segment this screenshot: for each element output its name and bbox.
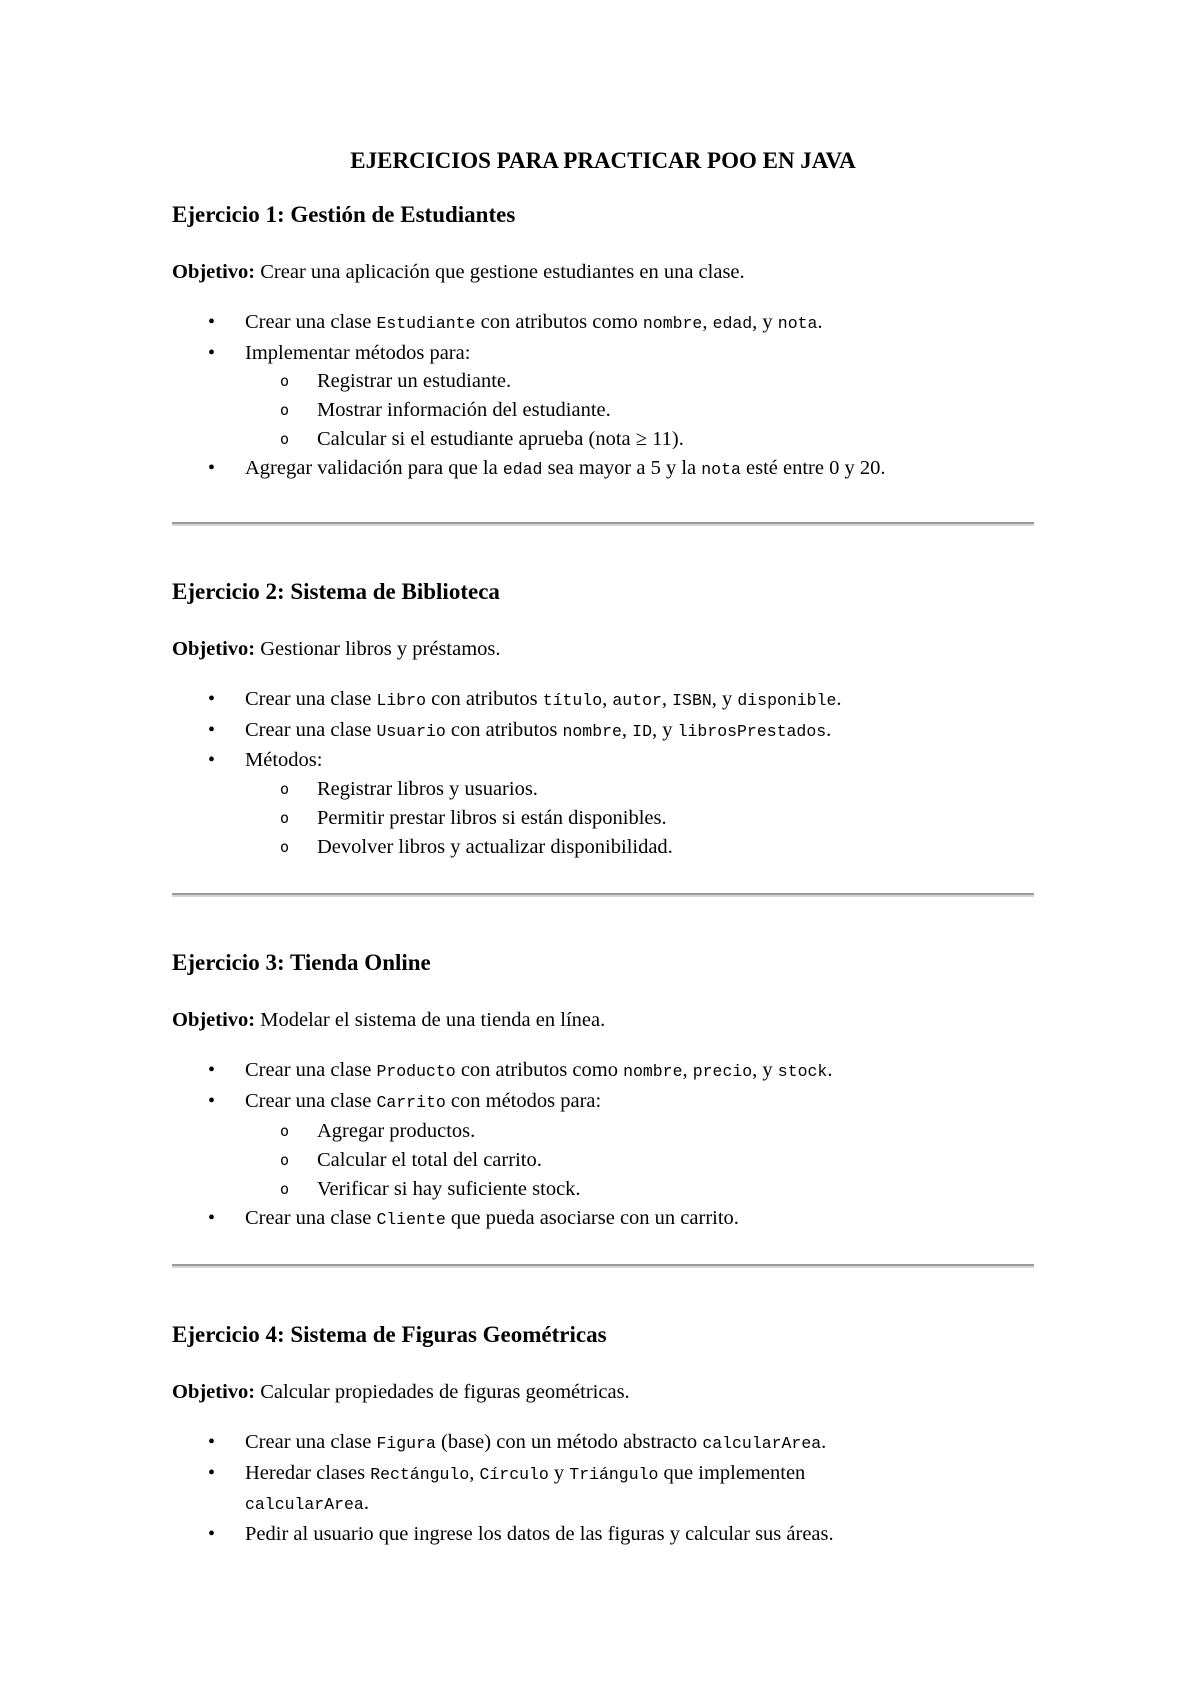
objective-label: Objetivo: [172,638,256,660]
exercise-title: Ejercicio 1: Gestión de Estudiantes [172,202,516,227]
bullet-list [172,308,1034,484]
exercise-1 [172,200,1034,479]
sub-list-item: o Mostrar información del estudiante. [172,396,1034,425]
sub-list-item: o Registrar libros y usuarios. [172,775,1034,804]
sub-list-item: o Calcular el total del carrito. [172,1146,1034,1175]
objective [172,1006,605,1034]
sub-list-item: o Verificar si hay suficiente stock. [172,1175,1034,1204]
objective-text: Gestionar libros y préstamos. [255,638,501,660]
list-item: • Pedir al usuario que ingrese los datos de las figuras y calcular sus áreas. [172,1520,1034,1549]
objective-text: Calcular propiedades de figuras geométricas. [255,1381,630,1403]
list-item: • Crear una clase Producto con atributos como nombre, precio, y stock. [172,1056,1034,1087]
sub-list-item: o Permitir prestar libros si están disponibles. [172,804,1034,833]
list-item: • Agregar validación para que la edad sea mayor a 5 y la nota esté entre 0 y 20. [172,454,1034,485]
bullet-list [172,685,1034,861]
horizontal-rule [172,1264,1034,1268]
exercise-title: Ejercicio 4: Sistema de Figuras Geométricas [172,1322,607,1347]
list-item: • Heredar clases Rectángulo, Círculo y Triángulo que implementen calcularArea. [172,1459,1034,1520]
objective-label: Objetivo: [172,1381,256,1403]
sub-list [245,367,1034,453]
bullet-list [172,1428,1034,1549]
list-item: • Crear una clase Estudiante con atributos como nombre, edad, y nota. [172,308,1034,339]
list-item: • Crear una clase Cliente que pueda asociarse con un carrito. [172,1204,1034,1235]
list-item: • Crear una clase Usuario con atributos nombre, ID, y librosPrestados. [172,716,1034,747]
objective-label: Objetivo: [172,1009,256,1031]
list-item: • Crear una clase Figura (base) con un método abstracto calcularArea. [172,1428,1034,1459]
horizontal-rule [172,522,1034,526]
exercise-2 [172,577,1034,858]
sub-list [245,1117,1034,1203]
list-item: • Métodos: o Registrar libros y usuarios. o Permitir prestar libros si están disponibles. o Devolver libros y actualizar disponibilidad. [172,746,1034,861]
objective [172,258,745,286]
objective-text: Crear una aplicación que gestione estudiantes en una clase. [255,261,745,283]
objective-text: Modelar el sistema de una tienda en línea. [255,1009,606,1031]
horizontal-rule [172,893,1034,897]
list-item: • Implementar métodos para: o Registrar un estudiante. o Mostrar información del estudiante. o Calcular si el estudiante aprueba (nota ≥ 11). [172,339,1034,454]
sub-list [245,775,1034,861]
sub-list-item: o Registrar un estudiante. [172,367,1034,396]
exercise-title: Ejercicio 2: Sistema de Biblioteca [172,579,500,604]
sub-list-item: o Agregar productos. [172,1117,1034,1146]
exercise-3 [172,948,1034,1229]
exercise-4 [172,1320,1034,1546]
sub-list-item: o Devolver libros y actualizar disponibilidad. [172,833,1034,862]
list-item: • Crear una clase Carrito con métodos para: o Agregar productos. o Calcular el total del carrito. o Verificar si hay suficiente stock. [172,1087,1034,1204]
bullet-list [172,1056,1034,1234]
objective [172,635,501,663]
document-title: EJERCICIOS PARA PRACTICAR POO EN JAVA [350,148,856,173]
list-item: • Crear una clase Libro con atributos título, autor, ISBN, y disponible. [172,685,1034,716]
sub-list-item: o Calcular si el estudiante aprueba (nota ≥ 11). [172,425,1034,454]
objective [172,1378,630,1406]
exercise-title: Ejercicio 3: Tienda Online [172,950,431,975]
objective-label: Objetivo: [172,261,256,283]
